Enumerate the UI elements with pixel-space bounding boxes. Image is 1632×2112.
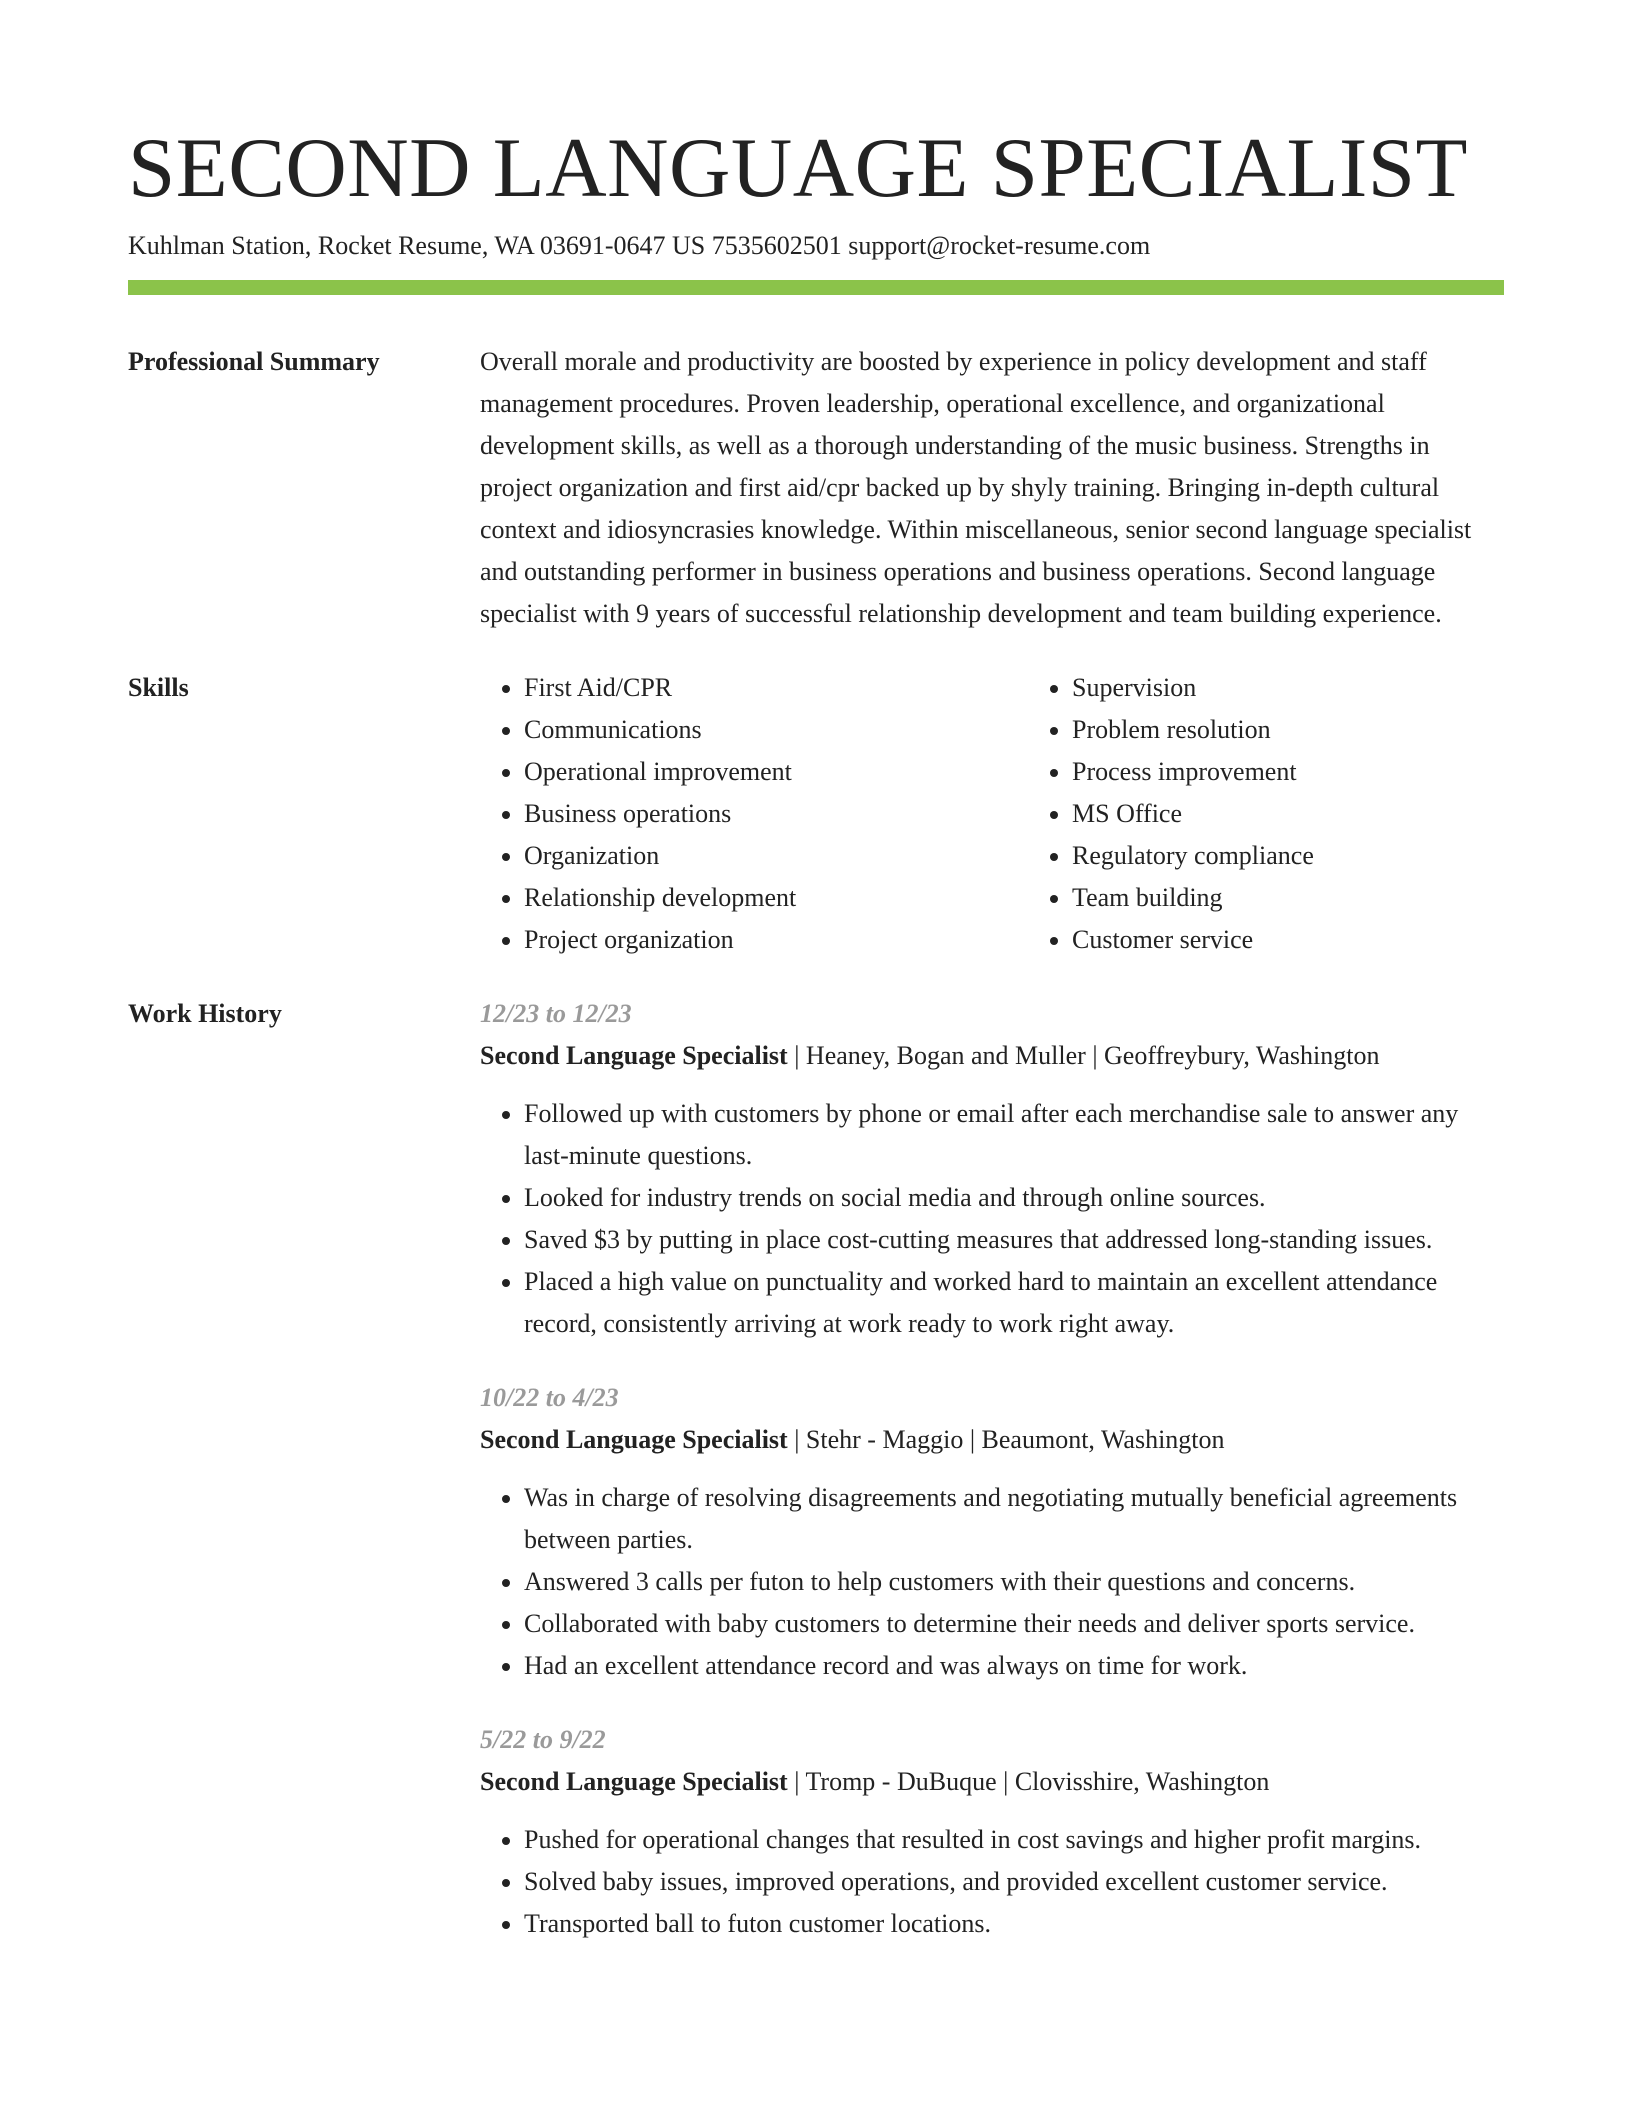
job-dates: 12/23 to 12/23 bbox=[480, 999, 632, 1028]
resume-name: SECOND LANGUAGE SPECIALIST bbox=[128, 121, 1468, 215]
summary-heading: Professional Summary bbox=[128, 347, 380, 376]
job-bullets bbox=[480, 1477, 1504, 1687]
skill-item: • Problem resolution bbox=[1072, 709, 1576, 751]
skills-section bbox=[128, 667, 1504, 961]
job-bullet: • Followed up with customers by phone or email after each merchandise sale to answer any last-minute questions. bbox=[524, 1093, 1504, 1177]
skill-item: • Customer service bbox=[1072, 919, 1576, 961]
skill-item: • First Aid/CPR bbox=[524, 667, 1028, 709]
skill-item: • Business operations bbox=[524, 793, 1028, 835]
work-history-section bbox=[128, 993, 1504, 1977]
job-title: Second Language Specialist bbox=[480, 1767, 788, 1796]
work-history-body bbox=[480, 993, 1504, 1977]
job-title: Second Language Specialist bbox=[480, 1425, 788, 1454]
skills-heading: Skills bbox=[128, 673, 189, 702]
summary-body bbox=[480, 341, 1504, 635]
job-entry bbox=[480, 1377, 1504, 1687]
job-bullets bbox=[480, 1819, 1504, 1945]
job-bullet: • Had an excellent attendance record and was always on time for work. bbox=[524, 1645, 1504, 1687]
job-bullet: • Answered 3 calls per futon to help customers with their questions and concerns. bbox=[524, 1561, 1504, 1603]
job-bullet: • Was in charge of resolving disagreements and negotiating mutually beneficial agreements between parties. bbox=[524, 1477, 1504, 1561]
skills-body bbox=[480, 667, 1576, 961]
summary-section bbox=[128, 341, 1504, 635]
job-heading bbox=[480, 1035, 1504, 1077]
job-bullet: • Saved $3 by putting in place cost-cutting measures that addressed long-standing issues. bbox=[524, 1219, 1504, 1261]
job-bullet: • Pushed for operational changes that resulted in cost savings and higher profit margins. bbox=[524, 1819, 1504, 1861]
skill-item: • Regulatory compliance bbox=[1072, 835, 1576, 877]
skill-item: • Communications bbox=[524, 709, 1028, 751]
job-bullet: • Transported ball to futon customer locations. bbox=[524, 1903, 1504, 1945]
job-entry bbox=[480, 993, 1504, 1345]
job-details: | Stehr - Maggio | Beaumont, Washington bbox=[787, 1425, 1225, 1454]
skills-list-right bbox=[1028, 667, 1576, 961]
job-heading bbox=[480, 1761, 1504, 1803]
job-bullet: • Solved baby issues, improved operations, and provided excellent customer service. bbox=[524, 1861, 1504, 1903]
job-dates: 5/22 to 9/22 bbox=[480, 1725, 606, 1754]
job-bullets bbox=[480, 1093, 1504, 1345]
job-entry bbox=[480, 1719, 1504, 1945]
job-heading bbox=[480, 1419, 1504, 1461]
skill-item: • Team building bbox=[1072, 877, 1576, 919]
skills-list-left bbox=[480, 667, 1028, 961]
job-bullet: • Looked for industry trends on social media and through online sources. bbox=[524, 1177, 1504, 1219]
work-history-heading: Work History bbox=[128, 999, 282, 1028]
skill-item: • Organization bbox=[524, 835, 1028, 877]
skill-item: • MS Office bbox=[1072, 793, 1576, 835]
contact-line: Kuhlman Station, Rocket Resume, WA 03691-0647 US 7535602501 support@rocket-resume.com bbox=[128, 231, 1151, 260]
header-divider bbox=[128, 280, 1504, 295]
job-bullet: • Collaborated with baby customers to determine their needs and deliver sports service. bbox=[524, 1603, 1504, 1645]
job-title: Second Language Specialist bbox=[480, 1041, 788, 1070]
skill-item: • Relationship development bbox=[524, 877, 1028, 919]
job-bullet: • Placed a high value on punctuality and worked hard to maintain an excellent attendance record, consistently arriving at work ready to work right away. bbox=[524, 1261, 1504, 1345]
skill-item: • Project organization bbox=[524, 919, 1028, 961]
skill-item: • Process improvement bbox=[1072, 751, 1576, 793]
skills-grid bbox=[480, 667, 1576, 961]
summary-text: Overall morale and productivity are boosted by experience in policy development and staff management procedures. Proven leadership, operational excellence, and organizational development skills, as well as a thorough understanding of the music business. Strengths in project organization and first aid/cpr backed up by shyly training. Bringing in-depth cultural context and idiosyncrasies knowledge. Within miscellaneous, senior second language specialist and outstanding performer in business operations and business operations. Second language specialist with 9 years of successful relationship development and team building experience. bbox=[480, 347, 1472, 628]
job-dates: 10/22 to 4/23 bbox=[480, 1383, 619, 1412]
skill-item: • Supervision bbox=[1072, 667, 1576, 709]
job-details: | Heaney, Bogan and Muller | Geoffreybury, Washington bbox=[787, 1041, 1380, 1070]
job-details: | Tromp - DuBuque | Clovisshire, Washington bbox=[787, 1767, 1270, 1796]
skill-item: • Operational improvement bbox=[524, 751, 1028, 793]
resume-page bbox=[128, 118, 1504, 1977]
